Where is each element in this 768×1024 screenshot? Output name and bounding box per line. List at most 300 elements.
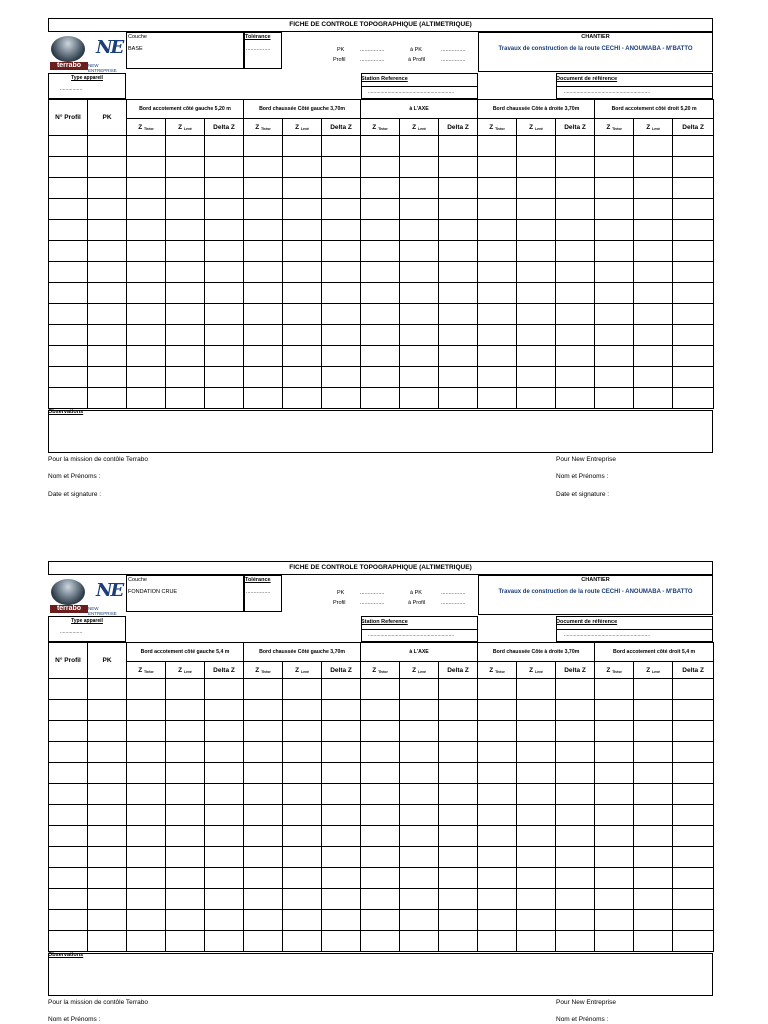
- table-cell[interactable]: [361, 262, 400, 283]
- table-cell[interactable]: [361, 220, 400, 241]
- table-cell[interactable]: [49, 388, 88, 409]
- table-cell[interactable]: [166, 178, 205, 199]
- table-cell[interactable]: [439, 784, 478, 805]
- table-cell[interactable]: [205, 241, 244, 262]
- table-cell[interactable]: [595, 199, 634, 220]
- table-cell[interactable]: [439, 805, 478, 826]
- table-cell[interactable]: [49, 136, 88, 157]
- table-cell[interactable]: [361, 157, 400, 178]
- table-cell[interactable]: [634, 721, 673, 742]
- table-cell[interactable]: [556, 742, 595, 763]
- table-cell[interactable]: [517, 742, 556, 763]
- table-cell[interactable]: [322, 346, 361, 367]
- table-cell[interactable]: [49, 721, 88, 742]
- table-cell[interactable]: [244, 262, 283, 283]
- table-cell[interactable]: [322, 178, 361, 199]
- table-cell[interactable]: [361, 742, 400, 763]
- table-cell[interactable]: [244, 742, 283, 763]
- table-cell[interactable]: [478, 742, 517, 763]
- table-cell[interactable]: [88, 742, 127, 763]
- table-cell[interactable]: [88, 325, 127, 346]
- table-cell[interactable]: [439, 826, 478, 847]
- table-cell[interactable]: [478, 889, 517, 910]
- table-cell[interactable]: [556, 868, 595, 889]
- table-cell[interactable]: [88, 199, 127, 220]
- table-cell[interactable]: [634, 889, 673, 910]
- table-cell[interactable]: [517, 241, 556, 262]
- table-cell[interactable]: [595, 847, 634, 868]
- table-cell[interactable]: [673, 178, 714, 199]
- table-cell[interactable]: [478, 763, 517, 784]
- table-cell[interactable]: [517, 178, 556, 199]
- table-cell[interactable]: [673, 910, 714, 931]
- table-cell[interactable]: [127, 220, 166, 241]
- table-cell[interactable]: [673, 721, 714, 742]
- table-cell[interactable]: [673, 220, 714, 241]
- table-cell[interactable]: [49, 304, 88, 325]
- table-cell[interactable]: [517, 847, 556, 868]
- table-cell[interactable]: [634, 136, 673, 157]
- table-cell[interactable]: [166, 826, 205, 847]
- table-cell[interactable]: [127, 199, 166, 220]
- table-cell[interactable]: [673, 241, 714, 262]
- table-cell[interactable]: [205, 784, 244, 805]
- table-cell[interactable]: [478, 784, 517, 805]
- table-cell[interactable]: [127, 910, 166, 931]
- table-cell[interactable]: [205, 742, 244, 763]
- table-cell[interactable]: [244, 889, 283, 910]
- table-cell[interactable]: [127, 325, 166, 346]
- table-cell[interactable]: [361, 136, 400, 157]
- table-cell[interactable]: [517, 931, 556, 952]
- table-cell[interactable]: [517, 325, 556, 346]
- table-cell[interactable]: [166, 241, 205, 262]
- table-cell[interactable]: [556, 325, 595, 346]
- table-cell[interactable]: [400, 262, 439, 283]
- table-cell[interactable]: [322, 304, 361, 325]
- table-cell[interactable]: [556, 700, 595, 721]
- table-cell[interactable]: [322, 721, 361, 742]
- table-cell[interactable]: [517, 868, 556, 889]
- table-cell[interactable]: [400, 826, 439, 847]
- table-cell[interactable]: [595, 304, 634, 325]
- table-cell[interactable]: [127, 847, 166, 868]
- table-cell[interactable]: [166, 262, 205, 283]
- table-cell[interactable]: [556, 784, 595, 805]
- table-cell[interactable]: [166, 199, 205, 220]
- table-cell[interactable]: [244, 847, 283, 868]
- table-cell[interactable]: [400, 220, 439, 241]
- table-cell[interactable]: [166, 784, 205, 805]
- table-cell[interactable]: [556, 241, 595, 262]
- table-cell[interactable]: [205, 868, 244, 889]
- table-cell[interactable]: [439, 241, 478, 262]
- table-cell[interactable]: [595, 367, 634, 388]
- table-cell[interactable]: [673, 199, 714, 220]
- table-cell[interactable]: [88, 679, 127, 700]
- table-cell[interactable]: [556, 763, 595, 784]
- table-cell[interactable]: [322, 325, 361, 346]
- table-cell[interactable]: [556, 826, 595, 847]
- table-cell[interactable]: [205, 826, 244, 847]
- table-cell[interactable]: [88, 868, 127, 889]
- table-cell[interactable]: [439, 889, 478, 910]
- table-cell[interactable]: [127, 931, 166, 952]
- table-cell[interactable]: [673, 742, 714, 763]
- table-cell[interactable]: [283, 742, 322, 763]
- table-cell[interactable]: [361, 346, 400, 367]
- table-cell[interactable]: [166, 700, 205, 721]
- table-cell[interactable]: [244, 805, 283, 826]
- table-cell[interactable]: [361, 805, 400, 826]
- table-cell[interactable]: [283, 325, 322, 346]
- table-cell[interactable]: [556, 805, 595, 826]
- table-cell[interactable]: [634, 742, 673, 763]
- table-cell[interactable]: [166, 283, 205, 304]
- table-cell[interactable]: [556, 367, 595, 388]
- table-cell[interactable]: [88, 346, 127, 367]
- table-cell[interactable]: [205, 346, 244, 367]
- table-cell[interactable]: [673, 784, 714, 805]
- table-cell[interactable]: [673, 679, 714, 700]
- table-cell[interactable]: [205, 805, 244, 826]
- table-cell[interactable]: [556, 346, 595, 367]
- table-cell[interactable]: [361, 826, 400, 847]
- table-cell[interactable]: [127, 262, 166, 283]
- table-cell[interactable]: [127, 136, 166, 157]
- table-cell[interactable]: [361, 199, 400, 220]
- table-cell[interactable]: [322, 367, 361, 388]
- table-cell[interactable]: [673, 136, 714, 157]
- table-cell[interactable]: [673, 889, 714, 910]
- table-cell[interactable]: [127, 700, 166, 721]
- table-cell[interactable]: [517, 262, 556, 283]
- table-cell[interactable]: [244, 826, 283, 847]
- table-cell[interactable]: [439, 262, 478, 283]
- table-cell[interactable]: [478, 304, 517, 325]
- table-cell[interactable]: [88, 367, 127, 388]
- table-cell[interactable]: [517, 679, 556, 700]
- table-cell[interactable]: [634, 847, 673, 868]
- table-cell[interactable]: [49, 178, 88, 199]
- table-cell[interactable]: [205, 847, 244, 868]
- table-cell[interactable]: [361, 367, 400, 388]
- table-cell[interactable]: [595, 262, 634, 283]
- table-cell[interactable]: [244, 325, 283, 346]
- table-cell[interactable]: [244, 136, 283, 157]
- table-cell[interactable]: [439, 346, 478, 367]
- table-cell[interactable]: [673, 325, 714, 346]
- table-cell[interactable]: [283, 262, 322, 283]
- table-cell[interactable]: [322, 283, 361, 304]
- table-cell[interactable]: [205, 220, 244, 241]
- table-cell[interactable]: [361, 241, 400, 262]
- table-cell[interactable]: [283, 178, 322, 199]
- table-cell[interactable]: [556, 304, 595, 325]
- table-cell[interactable]: [595, 826, 634, 847]
- table-cell[interactable]: [361, 325, 400, 346]
- table-cell[interactable]: [634, 931, 673, 952]
- table-cell[interactable]: [595, 889, 634, 910]
- table-cell[interactable]: [322, 763, 361, 784]
- table-cell[interactable]: [478, 157, 517, 178]
- table-cell[interactable]: [244, 700, 283, 721]
- table-cell[interactable]: [244, 367, 283, 388]
- table-cell[interactable]: [283, 157, 322, 178]
- table-cell[interactable]: [283, 241, 322, 262]
- table-cell[interactable]: [439, 742, 478, 763]
- table-cell[interactable]: [634, 367, 673, 388]
- table-cell[interactable]: [400, 325, 439, 346]
- table-cell[interactable]: [400, 367, 439, 388]
- table-cell[interactable]: [88, 262, 127, 283]
- table-cell[interactable]: [322, 868, 361, 889]
- table-cell[interactable]: [205, 325, 244, 346]
- table-cell[interactable]: [322, 847, 361, 868]
- table-cell[interactable]: [673, 700, 714, 721]
- table-cell[interactable]: [283, 889, 322, 910]
- table-cell[interactable]: [322, 784, 361, 805]
- table-cell[interactable]: [283, 679, 322, 700]
- table-cell[interactable]: [400, 388, 439, 409]
- table-cell[interactable]: [400, 721, 439, 742]
- table-cell[interactable]: [322, 805, 361, 826]
- table-cell[interactable]: [205, 931, 244, 952]
- table-cell[interactable]: [478, 388, 517, 409]
- table-cell[interactable]: [205, 262, 244, 283]
- table-cell[interactable]: [595, 742, 634, 763]
- table-cell[interactable]: [400, 199, 439, 220]
- table-cell[interactable]: [478, 826, 517, 847]
- table-cell[interactable]: [634, 262, 673, 283]
- table-cell[interactable]: [478, 805, 517, 826]
- table-cell[interactable]: [127, 742, 166, 763]
- table-cell[interactable]: [595, 805, 634, 826]
- table-cell[interactable]: [361, 784, 400, 805]
- table-cell[interactable]: [166, 220, 205, 241]
- table-cell[interactable]: [361, 847, 400, 868]
- table-cell[interactable]: [673, 367, 714, 388]
- table-cell[interactable]: [166, 805, 205, 826]
- table-cell[interactable]: [634, 700, 673, 721]
- table-cell[interactable]: [244, 784, 283, 805]
- table-cell[interactable]: [88, 220, 127, 241]
- table-cell[interactable]: [127, 805, 166, 826]
- table-cell[interactable]: [439, 136, 478, 157]
- table-cell[interactable]: [127, 763, 166, 784]
- table-cell[interactable]: [400, 784, 439, 805]
- table-cell[interactable]: [88, 847, 127, 868]
- table-cell[interactable]: [49, 847, 88, 868]
- table-cell[interactable]: [439, 931, 478, 952]
- table-cell[interactable]: [283, 700, 322, 721]
- table-cell[interactable]: [283, 367, 322, 388]
- table-cell[interactable]: [517, 826, 556, 847]
- table-cell[interactable]: [517, 136, 556, 157]
- table-cell[interactable]: [595, 721, 634, 742]
- table-cell[interactable]: [49, 220, 88, 241]
- table-cell[interactable]: [556, 157, 595, 178]
- table-cell[interactable]: [244, 388, 283, 409]
- table-cell[interactable]: [49, 805, 88, 826]
- table-cell[interactable]: [127, 304, 166, 325]
- table-cell[interactable]: [283, 826, 322, 847]
- table-cell[interactable]: [283, 721, 322, 742]
- table-cell[interactable]: [673, 763, 714, 784]
- table-cell[interactable]: [673, 346, 714, 367]
- table-cell[interactable]: [556, 889, 595, 910]
- table-cell[interactable]: [244, 910, 283, 931]
- table-cell[interactable]: [283, 388, 322, 409]
- table-cell[interactable]: [556, 721, 595, 742]
- table-cell[interactable]: [244, 763, 283, 784]
- table-cell[interactable]: [517, 721, 556, 742]
- table-cell[interactable]: [478, 283, 517, 304]
- table-cell[interactable]: [673, 157, 714, 178]
- table-cell[interactable]: [595, 868, 634, 889]
- table-cell[interactable]: [439, 700, 478, 721]
- table-cell[interactable]: [595, 784, 634, 805]
- table-cell[interactable]: [283, 346, 322, 367]
- table-cell[interactable]: [478, 199, 517, 220]
- table-cell[interactable]: [439, 157, 478, 178]
- table-cell[interactable]: [127, 241, 166, 262]
- table-cell[interactable]: [205, 283, 244, 304]
- table-cell[interactable]: [439, 283, 478, 304]
- table-cell[interactable]: [361, 388, 400, 409]
- table-cell[interactable]: [205, 721, 244, 742]
- table-cell[interactable]: [478, 220, 517, 241]
- table-cell[interactable]: [595, 910, 634, 931]
- table-cell[interactable]: [361, 889, 400, 910]
- table-cell[interactable]: [400, 742, 439, 763]
- table-cell[interactable]: [166, 931, 205, 952]
- table-cell[interactable]: [283, 931, 322, 952]
- table-cell[interactable]: [478, 136, 517, 157]
- table-cell[interactable]: [673, 388, 714, 409]
- table-cell[interactable]: [205, 157, 244, 178]
- table-cell[interactable]: [322, 826, 361, 847]
- table-cell[interactable]: [166, 388, 205, 409]
- table-cell[interactable]: [283, 763, 322, 784]
- table-cell[interactable]: [49, 325, 88, 346]
- table-cell[interactable]: [634, 868, 673, 889]
- table-cell[interactable]: [322, 910, 361, 931]
- table-cell[interactable]: [478, 910, 517, 931]
- table-cell[interactable]: [439, 847, 478, 868]
- table-cell[interactable]: [634, 199, 673, 220]
- table-cell[interactable]: [322, 679, 361, 700]
- table-cell[interactable]: [322, 700, 361, 721]
- table-cell[interactable]: [166, 136, 205, 157]
- table-cell[interactable]: [49, 826, 88, 847]
- table-cell[interactable]: [361, 283, 400, 304]
- table-cell[interactable]: [166, 868, 205, 889]
- table-cell[interactable]: [634, 346, 673, 367]
- table-cell[interactable]: [244, 220, 283, 241]
- table-cell[interactable]: [556, 679, 595, 700]
- table-cell[interactable]: [361, 304, 400, 325]
- table-cell[interactable]: [127, 388, 166, 409]
- table-cell[interactable]: [478, 847, 517, 868]
- table-cell[interactable]: [49, 742, 88, 763]
- table-cell[interactable]: [166, 721, 205, 742]
- table-cell[interactable]: [283, 220, 322, 241]
- table-cell[interactable]: [88, 304, 127, 325]
- table-cell[interactable]: [556, 178, 595, 199]
- table-cell[interactable]: [88, 178, 127, 199]
- table-cell[interactable]: [517, 700, 556, 721]
- table-cell[interactable]: [166, 367, 205, 388]
- table-cell[interactable]: [556, 283, 595, 304]
- table-cell[interactable]: [439, 763, 478, 784]
- table-cell[interactable]: [244, 679, 283, 700]
- table-cell[interactable]: [595, 763, 634, 784]
- table-cell[interactable]: [556, 199, 595, 220]
- table-cell[interactable]: [439, 199, 478, 220]
- table-cell[interactable]: [166, 910, 205, 931]
- table-cell[interactable]: [517, 199, 556, 220]
- table-cell[interactable]: [205, 763, 244, 784]
- table-cell[interactable]: [400, 931, 439, 952]
- table-cell[interactable]: [634, 679, 673, 700]
- table-cell[interactable]: [49, 889, 88, 910]
- table-cell[interactable]: [673, 868, 714, 889]
- table-cell[interactable]: [439, 679, 478, 700]
- table-cell[interactable]: [322, 136, 361, 157]
- table-cell[interactable]: [283, 283, 322, 304]
- table-cell[interactable]: [88, 388, 127, 409]
- table-cell[interactable]: [517, 367, 556, 388]
- table-cell[interactable]: [400, 241, 439, 262]
- table-cell[interactable]: [634, 826, 673, 847]
- table-cell[interactable]: [673, 805, 714, 826]
- table-cell[interactable]: [244, 157, 283, 178]
- table-cell[interactable]: [595, 241, 634, 262]
- table-cell[interactable]: [556, 847, 595, 868]
- table-cell[interactable]: [361, 178, 400, 199]
- table-cell[interactable]: [673, 847, 714, 868]
- table-cell[interactable]: [478, 241, 517, 262]
- table-cell[interactable]: [556, 220, 595, 241]
- table-cell[interactable]: [478, 325, 517, 346]
- table-cell[interactable]: [517, 157, 556, 178]
- table-cell[interactable]: [517, 220, 556, 241]
- table-cell[interactable]: [634, 784, 673, 805]
- table-cell[interactable]: [673, 283, 714, 304]
- table-cell[interactable]: [595, 325, 634, 346]
- table-cell[interactable]: [49, 868, 88, 889]
- table-cell[interactable]: [205, 388, 244, 409]
- table-cell[interactable]: [400, 847, 439, 868]
- table-cell[interactable]: [517, 784, 556, 805]
- table-cell[interactable]: [88, 136, 127, 157]
- table-cell[interactable]: [439, 367, 478, 388]
- table-cell[interactable]: [49, 784, 88, 805]
- table-cell[interactable]: [595, 178, 634, 199]
- table-cell[interactable]: [205, 910, 244, 931]
- table-cell[interactable]: [400, 889, 439, 910]
- table-cell[interactable]: [478, 868, 517, 889]
- table-cell[interactable]: [49, 262, 88, 283]
- table-cell[interactable]: [244, 868, 283, 889]
- table-cell[interactable]: [439, 910, 478, 931]
- table-cell[interactable]: [244, 241, 283, 262]
- table-cell[interactable]: [322, 742, 361, 763]
- table-cell[interactable]: [283, 199, 322, 220]
- table-cell[interactable]: [556, 388, 595, 409]
- table-cell[interactable]: [517, 910, 556, 931]
